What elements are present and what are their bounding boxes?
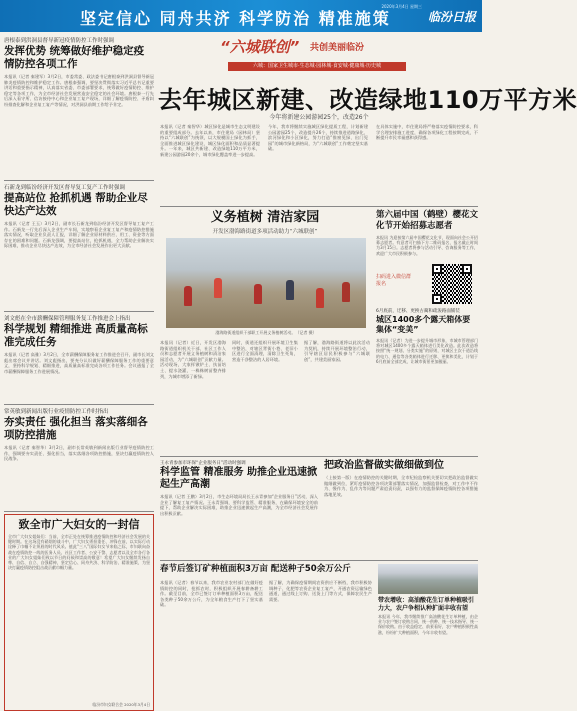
- six-city-brand: “六城联创”: [220, 38, 300, 56]
- city-boxes-headline: 城区1400多个露天箱体要集体“变美”: [376, 315, 471, 334]
- photo-article-body-c: 据了解，渤海路街道将以此次活动为契机，持续开展环境整治行动，引导辖区居民积极参与“六城联创”，共建美丽家园。: [304, 340, 370, 362]
- peanut-headline: 带农增收：高油酸花生订单种植吸引力大，农户争相认种扩面丰收有望: [378, 597, 475, 612]
- supervision-article: [324, 460, 478, 558]
- qr-corner: [432, 264, 442, 274]
- main-subhead: 今年将新建公园游园25个，改造26个: [269, 114, 369, 121]
- person-figure: [184, 286, 192, 306]
- main-article: [160, 124, 478, 204]
- spring-planting-article: [160, 564, 372, 696]
- env-article-kicker: 王永青参加市环保“企业服务日”活动时强调: [160, 461, 246, 466]
- qr-corner: [462, 264, 472, 274]
- article-1-kicker: 唐根泰到洪洞县督导新冠疫情防控工作时强调: [4, 38, 115, 44]
- person-figure: [254, 284, 262, 304]
- article-4-kicker: 常英敏到新闻出版行业疫情防控工作时指出: [4, 409, 109, 415]
- article-3-headline: 科学规划 精细推进 高质量高标准完成任务: [4, 323, 148, 348]
- banner-meta: 2020年3月4日 星期三: [381, 4, 422, 9]
- six-city-strip: 六城：国家卫生城市·生态城·园林城·食安城·健康城·历史城: [228, 62, 406, 71]
- six-city-header: [160, 36, 478, 78]
- env-article-headline: 科学监管 精准服务 助推企业迅速掀起生产高潮: [160, 467, 317, 490]
- left-column: [4, 34, 154, 707]
- qr-corner: [432, 294, 442, 304]
- photo-caption: 渤海路街道组织干部职工开展义务植树活动。（记者 摄）: [215, 330, 317, 335]
- peanut-article: [378, 564, 478, 696]
- article-3-body: 本报讯（记者 高雅）3月2日，全市薪酬保障服务复工作推进会召开，副市长刘文彪出席会议并讲话。刘文彪指出，要充分认识做好薪酬保障服务工作的重要意义，坚持科学规划、精细推进，高质量高标准完成各项工作任务。会议通报了全市薪酬保障服务工作进展情况。: [4, 352, 154, 374]
- article-4-headline: 夯实责任 强化担当 落实落细各项防控措施: [4, 416, 148, 441]
- open-letter-signature: 临汾市妇女联合会 2020年3月4日: [92, 702, 150, 707]
- spring-planting-body-a: 本报讯（记者）春节以来，我市农业农村部门在做好疫情防控的同时，抢抓农时，积极组织开展春耕备耕工作。截至目前，全市已签订订单种植面积3万亩，配送各类种子50余万公斤，为全年粮食生产打下了坚实基础。: [160, 580, 263, 608]
- person-figure: [342, 282, 350, 302]
- person-figure: [316, 288, 324, 308]
- volunteer-notice: [376, 210, 478, 306]
- masthead-banner: [0, 0, 482, 32]
- qr-code[interactable]: [432, 264, 472, 304]
- person-figure: [286, 280, 294, 300]
- open-letter-body: 全市广大妇女姐妹们：当前，全市正处在统筹推进疫情防控和经济社会发展的关键时期。在这场没有硝烟的战斗中，广大妇女勇担重任、冲锋在前，以实际行动诠释了巾帼不让须眉的时代风采。值此“三八”国际妇女节来临之际，市妇联向奋战在疫情防控一线的医务人员、社区工作者、公安干警、志愿者以及全市各行各业的广大妇女姐妹们致以节日的问候和崇高的敬意！希望广大妇女继续发扬自尊、自信、自立、自强精神，坚定信心、同舟共济、科学防治、精准施策，为坚决打赢疫情防控阻击战贡献巾帼力量。: [8, 534, 150, 571]
- city-boxes-body: 本报讯（记者）为进一步提升城市形象，市城市管理部门将对城区1400多个露天箱体进行美化改造。此次改造将按照“统一规划、分类实施”的原则，对城区主次干道沿线的电力、通信等各类箱体进行迁移、更换和美化，计划于6月底前全部完成，让城市街景更加靓丽。: [376, 338, 478, 364]
- city-boxes-kicker: 6月底前，迁移、更换古蔺和疏浚路面铺装: [376, 309, 460, 314]
- article-1-body: 本报讯（记者 秦建军）3月2日，市委常委、政法委书记唐根泰到洪洞县督导新冠肺炎疫情防控和维护稳定工作。唐根泰强调，要坚决贯彻落实习近平总书记重要讲话和重要指示精神，认真落实省委、市委部署要求，统筹做好疫情防控、维护稳定等各项工作，为全市经济社会发展营造安全稳定的社会环境。唐根泰一行先后深入看守所、信访接待中心和企业复工复产现场，详细了解疫情防控、矛盾纠纷排查化解和企业复工复产等情况，对洪洞县前期工作给予肯定。: [4, 74, 154, 107]
- tree-planting-photo: [166, 238, 366, 328]
- article-1-headline: 发挥优势 统筹做好维护稳定疫情防控各项工作: [4, 45, 145, 70]
- open-letter-box: [4, 514, 154, 711]
- main-headline: 去年城区新建、改造绿地110万平方米: [158, 86, 577, 114]
- article-2-headline: 提高站位 抢抓机遇 帮助企业尽快达产达效: [4, 192, 148, 217]
- volunteer-notice-headline: 第六届中国（鹤壁）樱花文化节开始招募志愿者: [376, 210, 479, 231]
- volunteer-notice-body: 本报讯 为迎接第六届中国樱花文化节，现面向社会公开招募志愿者。有意者可扫描下方二维码报名，报名截止时间为3月15日。志愿者将参与活动引导、咨询服务等工作，欢迎广大市民积极参与。: [376, 235, 478, 256]
- divider: [160, 456, 478, 457]
- banner-slogan: 坚定信心 同舟共济 科学防治 精准施策: [80, 9, 391, 28]
- article-4-body: 本报讯（记者 秦智华）3月2日，副市长常英敏到新闻出版行业督导疫情防控工作，强调要夯实责任、强化担当，落实落细各项防控措施，坚决打赢疫情防控人民战争。: [4, 445, 154, 462]
- divider: [4, 180, 154, 181]
- env-article-body: 本报讯（记者 王鹏）3月2日，市生态环境局局长王永青参加“企业服务日”活动，深入企业了解复工复产情况。王永青强调，要科学监管、精准服务，在确保环境安全的前提下，帮助企业解决实际困难，助推企业迅速掀起生产高潮，为全市经济社会发展作出积极贡献。: [160, 494, 318, 516]
- photo-feature-headline: 义务植树 清洁家园: [210, 210, 320, 225]
- main-article-body-b: 今年，我市将继续实施城区绿化提质工程，计划新建公园游园25个，改造提升26个，持续推进道路绿化、滨河绿化和小区绿化，努力打造“推窗见绿、出门见园”的城市绿化新格局，为“六城联创”工作奠定坚实基础。: [268, 124, 368, 152]
- article-2-kicker: 石新龙到临汾经济开发区督导复工复产工作时强调: [4, 185, 126, 191]
- main-article-body-c: 在具体实施中，市住建局将严格落实疫情防控要求，科学合理安排施工进度，确保各项绿化工程按期完成，不断提升市民幸福感和获得感。: [376, 124, 478, 141]
- divider: [4, 511, 154, 512]
- divider: [160, 206, 478, 207]
- person-figure: [214, 278, 222, 298]
- supervision-body: （上接第一版）在疫情防控的关键时期，全市纪检监察机关要切实把政治监督做实做细做到位，紧盯疫情防控各项决策部署落实情况，加强监督检查，对工作中不作为、慢作为、乱作为等问题严肃追责问责，以强有力的监督保障疫情防控各项措施落地见效。: [324, 475, 478, 497]
- open-letter-headline: 致全市广大妇女的一封信: [18, 518, 140, 531]
- qr-label: 扫码进入微信群报名: [376, 274, 412, 287]
- six-city-brand-sub: 共创美丽临汾: [310, 43, 365, 53]
- paper-name: 临汾日报: [427, 10, 476, 24]
- photo-article-body-a: 本报讯（记者）近日，开发区渤海路街道组织机关干部、社区工作人员和志愿者开展义务植树和清洁家园活动，为“六城联创”贡献力量。活动现场，大家挥锹铲土、扶苗培土、提水浇灌，一株株树苗整齐排列，为城市增添了新绿。: [160, 340, 226, 379]
- photo-feature-subhead: 开发区渤海路街道多项活动助力“六城联创”: [212, 229, 318, 235]
- spring-planting-headline: 春节后签订矿种植面积3万亩 配送种子50余万公斤: [160, 564, 351, 574]
- divider: [160, 560, 478, 561]
- supervision-headline: 把政治监督做实做细做到位: [324, 460, 444, 471]
- main-article-body-a: 本报讯（记者 秦智华）城区绿化是城市生态文明建设的重要组成部分。去年以来，市住建局（园林局）坚持以“六城联创”为统领，以大规模国土绿化为抓手，全面推进城区绿化建设，城区绿化面积和品质显著提升。一年来，城区共新建、改造绿地110万平方米，新建公园游园20余个，城市绿化覆盖率进一步提高。: [160, 124, 260, 157]
- city-boxes-article: [376, 308, 478, 456]
- article-3-kicker: 刘文彪在全市薪酬保障管理服务复工作推进会上指出: [4, 316, 131, 322]
- env-article: [160, 460, 318, 558]
- peanut-body: 本报讯 今年，我市继续推广高油酸花生订单种植，由企业与农户签订收购合同，统一供种、统一技术指导、统一保价收购。由于收益稳定、前景看好，农户种植积极性高涨，纷纷扩大种植面积，今年丰收有望。: [378, 614, 478, 635]
- farm-photo: [378, 564, 478, 594]
- article-2-body: 本报讯（记者 王玉）3月2日，副市长石新龙到临汾经济开发区督导复工复产工作。石新龙一行先后深入企业生产车间，实地察看企业复工复产和疫情防控措施落实情况，听取企业负责人汇报，详细了解企业原材料供应、用工、资金等方面存在的困难和问题。石新龙强调，要提高站位，抢抓机遇，全力帮助企业解决实际困难，推动企业尽快达产达效，为全市经济社会发展作出更大贡献。: [4, 221, 154, 249]
- divider: [4, 404, 154, 405]
- spring-planting-body-b: 据了解，为确保疫情期间农资供应不断档，我市积极协调种子、化肥等农资企业复工复产，开通农资运输绿色通道，通过线上订购、送货上门等方式，保障农民生产需要。: [269, 580, 372, 602]
- photo-feature: [160, 210, 370, 338]
- photo-article-body-b: 同时，街道还组织开展环境卫生集中整治，对辖区背街小巷、老旧小区进行全面清理，清除卫生死角，营造干净整洁的人居环境。: [232, 340, 298, 362]
- divider: [4, 311, 154, 312]
